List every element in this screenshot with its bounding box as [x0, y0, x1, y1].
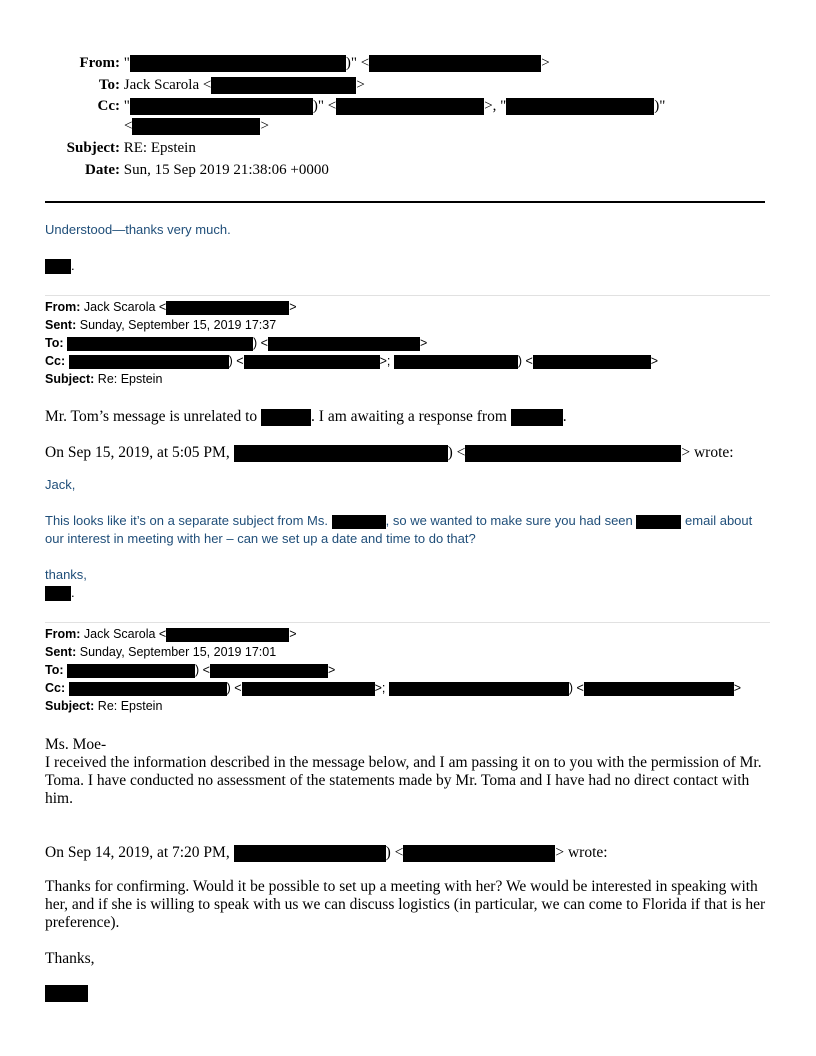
- quoted-thanks: thanks,: [45, 567, 87, 582]
- header-subject-value: RE: Epstein: [123, 140, 196, 156]
- redaction-box: [506, 98, 654, 115]
- msg3-closing: Thanks,: [45, 950, 95, 967]
- redaction-box: [533, 355, 651, 369]
- redaction-box: [244, 355, 380, 369]
- header-date-label: Date:: [85, 162, 120, 178]
- msg2-subject-value: Re: Epstein: [97, 372, 163, 386]
- msg3-sent-value: Sunday, September 15, 2019 17:01: [79, 645, 277, 659]
- redaction-box: [234, 845, 386, 862]
- redaction-box: [45, 259, 71, 274]
- redaction-box: [130, 98, 313, 115]
- header-cc-line-2: < >: [124, 118, 269, 134]
- redaction-box: [211, 77, 356, 94]
- redaction-box: [67, 337, 253, 351]
- header-from-label: From:: [79, 55, 120, 71]
- msg2-body: Mr. Tom’s message is unrelated to . I am awaiting a response from .: [45, 408, 567, 425]
- reply-text: Understood—thanks very much.: [45, 222, 231, 237]
- quoted-line-2: our interest in meeting with her – can we set up a date and time to do that?: [45, 531, 476, 546]
- msg3-subject-value: Re: Epstein: [97, 699, 163, 713]
- redaction-box: [166, 301, 289, 315]
- msg3-to-line: To: ) < >: [45, 663, 336, 677]
- header-to-name: Jack Scarola <: [123, 77, 212, 93]
- header-cc-label: Cc:: [97, 98, 120, 114]
- redaction-box: [336, 98, 484, 115]
- msg2-quote-intro: On Sep 15, 2019, at 5:05 PM, ) < > wrote:: [45, 444, 734, 461]
- redaction-box: [332, 515, 386, 529]
- header-to-line: To: Jack Scarola < >: [96, 75, 365, 96]
- reply-signature: .: [45, 258, 75, 274]
- redaction-box: [636, 515, 681, 529]
- redaction-box: [511, 409, 563, 426]
- message-separator: [45, 622, 770, 623]
- msg2-to-line: To: ) < >: [45, 336, 428, 350]
- redaction-box: [403, 845, 555, 862]
- msg2-sent-value: Sunday, September 15, 2019 17:37: [79, 318, 277, 332]
- redaction-box: [69, 355, 229, 369]
- redaction-box: [210, 664, 328, 678]
- signature-redaction: [45, 985, 88, 1002]
- msg2-subject-line: Subject: Re: Epstein: [45, 372, 163, 386]
- redaction-box: [268, 337, 420, 351]
- redaction-box: [369, 55, 541, 72]
- message-separator: [45, 295, 770, 296]
- msg3-sent-line: Sent: Sunday, September 15, 2019 17:01: [45, 645, 277, 659]
- quoted-line-1: This looks like it’s on a separate subject from Ms. , so we wanted to make sure you had seen email about: [45, 513, 753, 528]
- redaction-box: [166, 628, 289, 642]
- msg3-quote-intro: On Sep 14, 2019, at 7:20 PM, ) < > wrote:: [45, 844, 608, 861]
- header-cc-line: Cc: " )" < >, " )": [94, 96, 665, 117]
- header-subject-line: [63, 138, 196, 159]
- header-to-label: To:: [98, 77, 120, 93]
- quoted-greeting: Jack,: [45, 477, 76, 492]
- header-date-line: [84, 160, 329, 181]
- msg3-paragraph-2: Thanks for confirming. Would it be possible to set up a meeting with her? We would be interested in speaking with her, and if she is willing to speak with us we can discuss logistics (in particular, we can come to Florida if that is her preference).: [45, 878, 766, 931]
- header-date-value: Sun, 15 Sep 2019 21:38:06 +0000: [123, 162, 329, 178]
- msg2-sent-line: Sent: Sunday, September 15, 2019 17:37: [45, 318, 277, 332]
- msg3-cc-line: Cc: ) < >; ) < >: [45, 681, 742, 695]
- msg3-subject-line: Subject: Re: Epstein: [45, 699, 163, 713]
- header-subject-label: Subject:: [66, 140, 120, 156]
- msg2-from-line: From: Jack Scarola < >: [45, 300, 297, 314]
- redaction-box: [394, 355, 518, 369]
- header-divider: [45, 201, 765, 203]
- msg3-paragraph-1: I received the information described in the message below, and I am passing it on to you with the permission of Mr. Toma. I have conducted no assessment of the statements made by Mr. Toma and I have had no direct contact with him.: [45, 754, 762, 807]
- redaction-box: [584, 682, 734, 696]
- redaction-box: [242, 682, 375, 696]
- msg3-from-line: From: Jack Scarola < >: [45, 627, 297, 641]
- header-from-line: From: " )" < >: [78, 53, 550, 74]
- redaction-box: [465, 445, 681, 462]
- msg2-from-label: From:: [45, 300, 81, 314]
- msg3-salutation: Ms. Moe-: [45, 736, 107, 753]
- msg2-cc-line: Cc: ) < >; ) < >: [45, 354, 659, 368]
- redaction-box: [132, 118, 260, 135]
- redaction-box: [234, 445, 448, 462]
- redaction-box: [67, 664, 195, 678]
- redaction-box: [130, 55, 346, 72]
- redaction-box: [69, 682, 227, 696]
- redaction-box: [389, 682, 569, 696]
- quoted-signature: .: [45, 585, 75, 601]
- redaction-box: [45, 586, 71, 601]
- redaction-box: [261, 409, 311, 426]
